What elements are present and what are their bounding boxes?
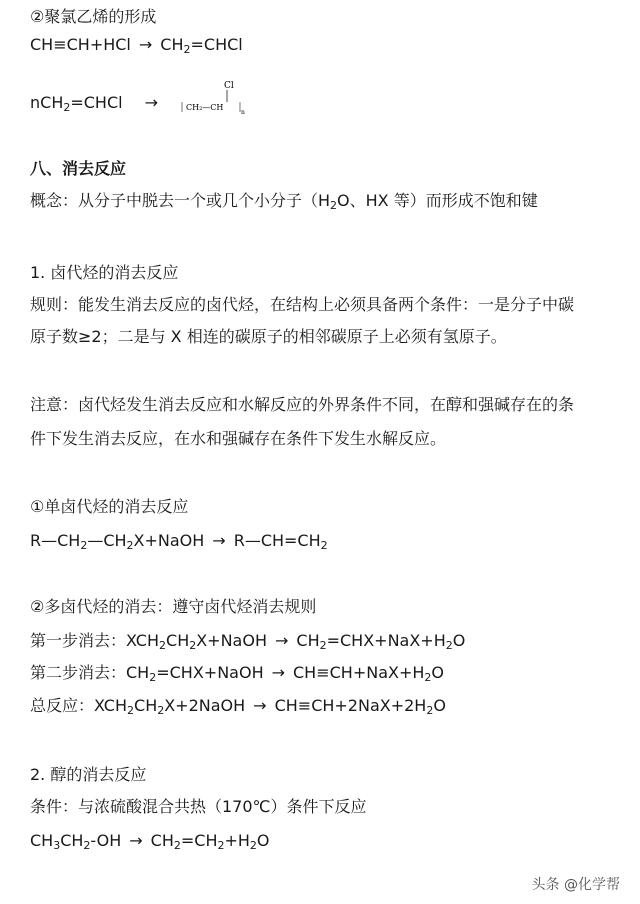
polymer-cl: Cl [224,81,234,91]
equation-total: 总反应：$XCH_2CH_2X+2NaOH \to CH\equiv CH+2NaX+2H_2O$ [30,696,446,717]
watermark: 头条 @化学帮 [531,877,620,893]
condition-text: 条件：与浓硫酸混合共热（170℃）条件下反应 [30,797,367,816]
heading-pvc-formation: ②聚氯乙烯的形成 [30,7,157,26]
rule-line-1: 规则：能发生消去反应的卤代烃，在结构上必须具备两个条件：一是分子中碳 [30,295,575,314]
section-heading-elimination: 八、消去反应 [30,159,127,178]
equation-polymerization: nCH$_2$=CHCl → [30,93,158,114]
equation-hcl-addition: $CH\equiv CH+HCl \to CH_2=CHCl$ [30,35,243,56]
equation-mono-halo: $R—CH_2—CH_2X+NaOH$ → $R—CH=CH_2$ [30,531,328,552]
subheading-alcohol: 2. 醇的消去反应 [30,765,147,784]
polymer-body: CH₂—CH [186,103,224,112]
equation-ethanol: $CH_3CH_2-OH \to CH_2=CH_2+H_2O$ [30,831,270,852]
subheading-poly-halo: ②多卤代烃的消去：遵守卤代烃消去规则 [30,597,317,616]
equation-step-2: 第二步消去：$CH_2=CHX+NaOH \to CH\equiv CH+NaX+H_2O$ [30,663,444,684]
polymer-n: n [241,109,245,116]
equation-step-1: 第一步消去：$XCH_2CH_2X+NaOH \to CH_2=CHX+NaX+H_2O$ [30,631,466,652]
concept-text: 概念：从分子中脱去一个或几个小分子（$H_2O$、HX 等）而形成不饱和键 [30,191,538,212]
subheading-haloalkane: 1. 卤代烃的消去反应 [30,263,179,282]
pvc-structure [178,78,258,118]
note-line-2: 件下发生消去反应，在水和强碱存在条件下发生水解反应。 [30,429,447,448]
subheading-mono-halo: ①单卤代烃的消去反应 [30,497,189,516]
rule-line-2: 原子数≥2；二是与 X 相连的碳原子的相邻碳原子上必须有氢原子。 [30,327,507,346]
note-line-1: 注意：卤代烃发生消去反应和水解反应的外界条件不同，在醇和强碱存在的条 [30,395,575,414]
